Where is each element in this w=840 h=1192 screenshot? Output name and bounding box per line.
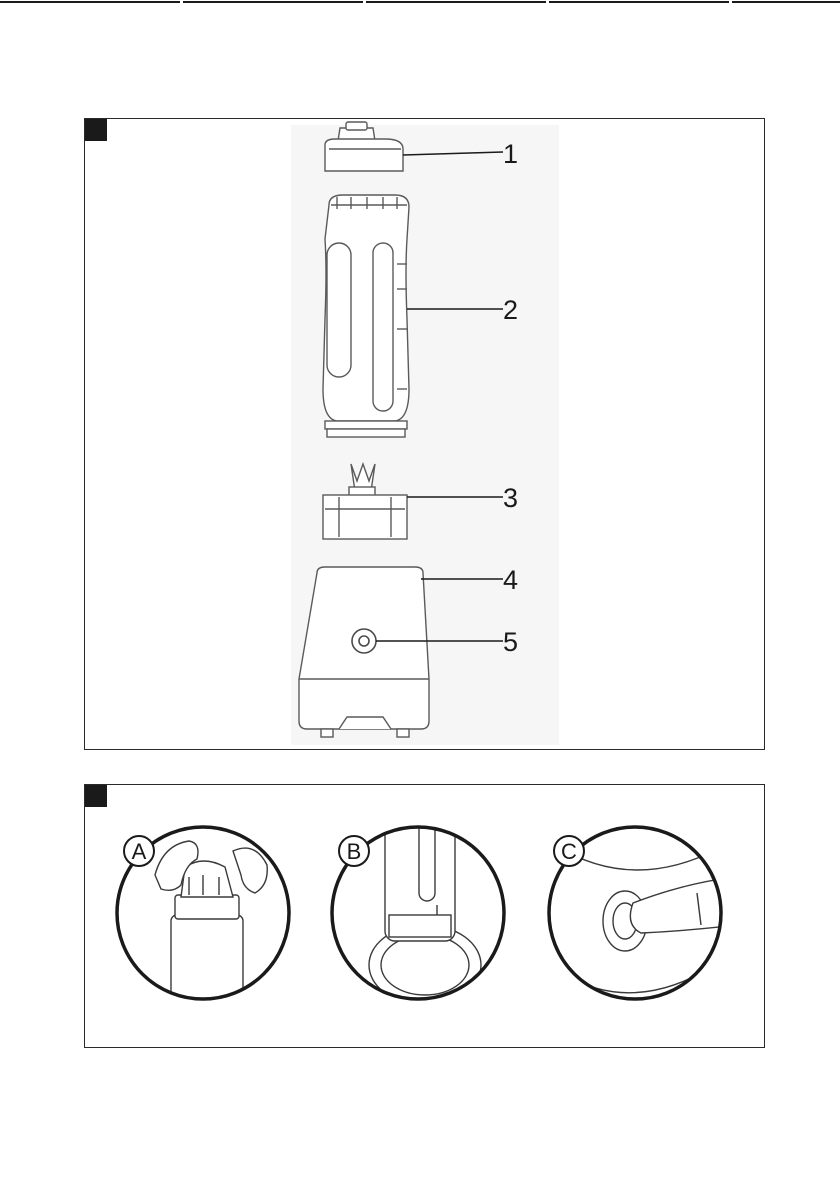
assembly-steps-diagram <box>85 785 766 1049</box>
callout-1: 1 <box>503 139 519 169</box>
figure-1-panel <box>84 118 765 750</box>
power-button-drawing <box>352 629 376 653</box>
callout-3: 3 <box>503 483 519 513</box>
callout-4: 4 <box>503 565 519 595</box>
page-bottom-rule <box>0 0 840 4</box>
exploded-view-diagram <box>85 119 766 751</box>
figure-2-panel <box>84 784 765 1048</box>
step-a-illustration <box>117 827 289 1015</box>
step-b-illustration <box>332 813 505 1015</box>
callout-2: 2 <box>503 295 519 325</box>
bottle-drawing <box>323 195 409 437</box>
step-c-label: C <box>561 839 577 864</box>
step-a-label: A <box>131 839 147 864</box>
callout-5: 5 <box>503 627 519 657</box>
step-c-illustration <box>549 827 737 999</box>
step-b-label: B <box>346 839 362 864</box>
